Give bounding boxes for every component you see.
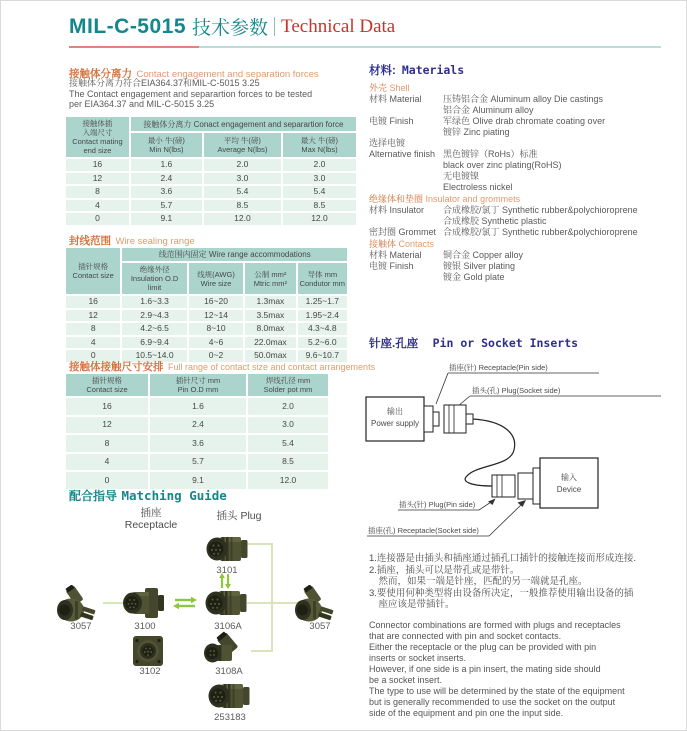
forces-description (69, 78, 312, 110)
connector-3108a-label: 3108A (215, 666, 243, 677)
power-supply-label-en: Power supply (370, 419, 420, 428)
table-row (66, 173, 356, 185)
contacts-finish-row (369, 261, 669, 283)
table-cell: 2.0 (248, 398, 328, 415)
shell-group-title (369, 83, 669, 94)
sealing-group-header: 线范围内固定 Wire range accommodations (122, 248, 347, 261)
connector-3057-left-label: 3057 (70, 621, 92, 632)
table-cell: 3.0 (248, 417, 328, 434)
diagram-label-plug-socket: 插头(孔) Plug(Socket side) (472, 386, 561, 395)
connector-3057-right-label: 3057 (309, 621, 331, 632)
receptacle-label-en: Receptacle (124, 519, 178, 531)
table-cell: 5.7 (150, 454, 246, 471)
arrangements-col-solder (248, 374, 328, 396)
table-cell: 10.5~14.0 (122, 350, 186, 362)
insulator-material-values (443, 205, 669, 227)
table-cell: 2.0 (283, 159, 356, 171)
inserts-heading-zh: 针座.孔座 (369, 338, 419, 350)
table-cell: 3.0 (204, 173, 281, 185)
guide-line-vertical (271, 543, 273, 652)
text-line: 平均 牛(磅) (223, 136, 261, 146)
guide-line (251, 650, 273, 652)
matching-heading-zh: 配合指导 (69, 489, 118, 503)
table-row (66, 398, 328, 415)
shell-altfinish-row (369, 149, 669, 193)
shell-finish-label: 电镀 Finish (369, 116, 414, 126)
table-cell: 4~6 (189, 337, 243, 349)
text-line: Either the receptacle or the plug can be provided with pin (369, 642, 597, 652)
sealing-col-metric (245, 263, 295, 294)
table-cell: 12.0 (248, 472, 328, 489)
device-box (540, 458, 598, 508)
inserts-section-heading (369, 334, 578, 352)
contacts-title-zh: 接触体 (369, 239, 397, 249)
text-line: 插针规格 (78, 262, 109, 271)
insulator-title-zh: 绝缘体和垫圈 (369, 194, 424, 204)
table-cell: 1.6 (131, 159, 202, 171)
text-line: 公制 mm² (254, 269, 287, 279)
table-cell: 16~20 (189, 296, 243, 308)
sealing-col1-header (66, 248, 120, 294)
text-line: Condutor mm (299, 278, 345, 288)
insulator-material-row (369, 205, 669, 227)
insulator-group-title (369, 194, 669, 205)
text-line: 接触体插 (82, 119, 113, 128)
connector-3106a-label: 3106A (214, 621, 242, 632)
title-model: MIL-C-5015 (69, 14, 187, 38)
table-cell: 1.3max (245, 296, 295, 308)
matching-section-heading (69, 487, 227, 505)
shell-material-label: 材料 Material (369, 94, 422, 104)
table-row (66, 186, 356, 198)
table-cell: 0~2 (189, 350, 243, 362)
materials-heading-zh: 材料: (369, 65, 396, 77)
materials-heading (369, 65, 669, 77)
table-row (66, 417, 328, 434)
title-en: Technical Data (281, 15, 396, 37)
text-line: Insulation O.D limit (130, 274, 179, 292)
text-line: 接触体分离力符合EIA364.37和MIL-C-5015 3.25 (69, 78, 260, 88)
receptacle-column-label (106, 507, 196, 531)
table-cell: 4.3~4.8 (298, 323, 347, 335)
text-line: but is generally recommended to use the socket on the output (369, 697, 616, 707)
table-cell: 5.4 (204, 186, 281, 198)
sealing-col-conductor (298, 263, 347, 294)
table-cell: 12.0 (283, 213, 356, 225)
contacts-material-label: 材料 Material (369, 250, 422, 260)
table-cell: 16 (66, 159, 129, 171)
connector-3101-icon (205, 532, 249, 566)
table-cell: 4 (66, 337, 120, 349)
sealing-col-awg (189, 263, 243, 294)
table-cell: 8.5 (248, 454, 328, 471)
text-line: 然而，如果一端是针座，匹配的另一端就是孔座。 (369, 576, 588, 587)
power-supply-label-zh: 输出 (387, 407, 403, 416)
plug-column-label: 插头 Plug (216, 510, 262, 522)
guide-line (247, 543, 273, 545)
table-cell: 22.0max (245, 337, 295, 349)
arrangements-table (64, 372, 330, 491)
insulator-material-label: 材料 Insulator (369, 205, 425, 215)
text-line: per EIA364.37 and MIL-C-5015 3.25 (69, 99, 215, 109)
guide-line (247, 602, 299, 604)
connector-3100-label: 3100 (134, 621, 156, 632)
table-cell: 8~10 (189, 323, 243, 335)
table-row (66, 435, 328, 452)
device-label-en: Device (556, 485, 582, 494)
contacts-finish-label: 电镀 Finish (369, 261, 414, 271)
connector-3057-right-icon (293, 585, 341, 623)
forces-heading-en: Contact engagement and separation forces (136, 69, 319, 80)
sealing-heading-zh: 封线范围 (69, 235, 111, 247)
text-line: black over zinc plating(RoHS) (443, 160, 562, 170)
table-row (66, 213, 356, 225)
text-line: 导体 mm (307, 269, 338, 279)
sealing-table (64, 246, 349, 364)
forces-heading-zh: 接触体分离力 (69, 68, 132, 80)
text-line: end size (83, 146, 112, 155)
table-cell: 8 (66, 435, 148, 452)
shell-finish-values (443, 116, 669, 138)
text-line: Wire size (200, 278, 232, 288)
text-line: 黑色镀锌（RoHs）标准 (443, 149, 538, 159)
grommet-row (369, 227, 669, 238)
forces-col-max (283, 133, 356, 157)
table-cell: 12 (66, 417, 148, 434)
pin-socket-diagram (364, 354, 666, 552)
text-line: Contact size (86, 385, 128, 394)
sealing-table-body (66, 296, 347, 362)
table-cell: 8 (66, 186, 129, 198)
table-cell: 4 (66, 200, 129, 212)
arrangements-heading-en: Full range of contact size and contact arrangements (167, 362, 376, 372)
arrangements-heading-zh: 接触体接触尺寸安排 (69, 361, 164, 373)
diagram-label-receptacle-pin: 插座(针) Receptacle(Pin side) (449, 363, 548, 372)
text-line: 镀锌 Zinc piating (443, 127, 510, 137)
text-line: Electroless nickel (443, 182, 513, 192)
table-cell: 8.5 (283, 200, 356, 212)
text-line: 合成橡胶/氯丁 Synthetic rubber&polychioroprene (443, 227, 638, 237)
table-cell: 1.95~2.4 (298, 310, 347, 322)
inserts-heading-en: Pin or Socket Inserts (432, 336, 579, 350)
horizontal-double-arrow-icon (173, 596, 197, 610)
table-cell: 12.0 (204, 213, 281, 225)
text-line: 无电镀镍 (443, 171, 480, 181)
diagram-label-plug-pin: 插头(针) Plug(Pin side) (399, 500, 476, 509)
text-line: Contact mating (72, 137, 123, 146)
table-cell: 2.0 (204, 159, 281, 171)
text-line: 入端尺寸 (82, 128, 113, 137)
table-cell: 3.6 (150, 435, 246, 452)
text-line: 镀银 Silver plating (443, 261, 516, 271)
connector-3108a-icon (201, 631, 249, 667)
materials-section (369, 65, 669, 283)
table-cell: 4.2~6.5 (122, 323, 186, 335)
table-cell: 50.0max (245, 350, 295, 362)
table-cell: 6.9~9.4 (122, 337, 186, 349)
text-line: 焊线孔径 mm (265, 376, 311, 385)
text-line: 压铸铝合金 Aluminum alloy Die castings (443, 94, 604, 104)
table-cell: 5.2~6.0 (298, 337, 347, 349)
text-line: 线规(AWG) (197, 269, 235, 279)
table-cell: 1.6 (150, 398, 246, 415)
table-row (66, 310, 347, 322)
table-cell: 16 (66, 398, 148, 415)
matching-heading-en: Matching Guide (121, 488, 227, 503)
notes-chinese (369, 553, 636, 611)
table-cell: 8.5 (204, 200, 281, 212)
notes-english (369, 620, 625, 719)
table-cell: 2.4 (150, 417, 246, 434)
table-row (66, 200, 356, 212)
text-line: 绝缘外径 (139, 265, 170, 274)
text-line: 铜合金 Copper alloy (443, 250, 524, 260)
text-line: 镀金 Gold plate (443, 272, 505, 282)
table-cell: 12 (66, 173, 129, 185)
connector-253183-label: 253183 (214, 712, 246, 723)
text-line: However, if one side is a pin insert, the mating side should (369, 664, 601, 674)
table-row (66, 159, 356, 171)
connector-3100-icon (121, 586, 167, 620)
table-cell: 5.7 (131, 200, 202, 212)
text-line: inserts or socket inserts. (369, 653, 467, 663)
table-row (66, 296, 347, 308)
insulator-title-en: Insulator and grommets (425, 194, 521, 204)
connector-3106a-icon (204, 586, 248, 620)
text-line: 座应该是带插针。 (369, 599, 455, 610)
text-line: 最大 牛(磅) (300, 136, 339, 146)
text-line: Max N(lbs) (301, 145, 338, 155)
table-cell: 9.1 (131, 213, 202, 225)
text-line: Contact size (72, 271, 114, 280)
text-line: 1.连接器是由插头和插座通过插孔口插针的接触连接而形成连接. (369, 553, 637, 564)
page-title (69, 13, 395, 40)
arrangements-col-size (66, 374, 148, 396)
shell-material-values (443, 94, 669, 116)
text-line: that are connected with pin and socket contacts. (369, 631, 562, 641)
text-line: 插针尺寸 mm (175, 376, 221, 385)
contacts-material-values (443, 250, 669, 261)
table-row (66, 337, 347, 349)
connector-253183-icon (207, 679, 251, 713)
table-cell: 2.9~4.3 (122, 310, 186, 322)
forces-group-header: 接触体分离力 Conact engagement and separartion force (131, 117, 356, 131)
table-cell: 0 (66, 350, 120, 362)
table-cell: 9.1 (150, 472, 246, 489)
receptacle-label-zh: 插座 (140, 507, 162, 519)
text-line: 军绿色 Olive drab chromate coating over (443, 116, 606, 126)
text-line: Solder pot mm (263, 385, 313, 394)
guide-line (103, 602, 123, 604)
text-line: 铝合金 Aluminum alloy (443, 105, 534, 115)
connector-3101-label: 3101 (216, 565, 238, 576)
title-zh: 技术参数 (192, 18, 269, 39)
shell-finish-row (369, 116, 669, 138)
table-cell: 5.4 (248, 435, 328, 452)
materials-heading-en: Materials (401, 63, 465, 77)
text-line: The type to use will be determined by the state of the equipment (369, 686, 625, 696)
table-cell: 2.4 (131, 173, 202, 185)
text-line: Pin O.D mm (177, 385, 219, 394)
forces-col-min (131, 133, 202, 157)
text-line: 3.要使用何种类型将由设备所决定，一般推荐使用输出设备的插 (369, 587, 634, 599)
text-line: 合成橡胶 Synthetic plastic (443, 216, 547, 226)
grommet-label: 密封圈 Grommet (369, 227, 437, 237)
table-row (66, 323, 347, 335)
shell-altfinish-values (443, 149, 669, 193)
shell-title-zh: 外壳 (369, 83, 388, 93)
grommet-values (443, 227, 669, 238)
title-divider (274, 17, 275, 36)
device-label-zh: 输入 (561, 473, 577, 482)
arrangements-col-pinod (150, 374, 246, 396)
table-cell: 4 (66, 454, 148, 471)
text-line: 合成橡胶/氯丁 Synthetic rubber&polychioroprene (443, 205, 638, 215)
text-line: Min N(lbs) (149, 145, 184, 155)
text-line: side of the equipment and pin one the input side. (369, 708, 564, 718)
table-cell: 8 (66, 323, 120, 335)
table-cell: 12~14 (189, 310, 243, 322)
table-cell: 3.0 (283, 173, 356, 185)
contacts-group-title (369, 239, 669, 250)
table-cell: 9.6~10.7 (298, 350, 347, 362)
shell-title-en: Shell (389, 83, 410, 93)
text-line: Average N(lbs) (217, 145, 268, 155)
sealing-heading-en: Wire sealing range (115, 236, 195, 247)
contacts-title-en: Contacts (398, 239, 435, 249)
table-cell: 3.5max (245, 310, 295, 322)
table-cell: 0 (66, 213, 129, 225)
forces-col-avg (204, 133, 281, 157)
text-line: Mtric mm² (253, 278, 288, 288)
shell-material-row (369, 94, 669, 116)
connector-3102-icon (126, 633, 170, 669)
forces-table (64, 115, 358, 227)
forces-col1-header (66, 117, 129, 157)
table-cell: 1.25~1.7 (298, 296, 347, 308)
table-cell: 5.4 (283, 186, 356, 198)
contacts-material-row (369, 250, 669, 261)
contacts-finish-values (443, 261, 669, 283)
text-line: The Contact engagement and separartion forces to be tested (69, 88, 313, 99)
text-line: 插针规格 (92, 376, 122, 385)
table-cell: 16 (66, 296, 120, 308)
text-line: be a socket insert. (369, 675, 443, 685)
table-cell: 1.6~3.3 (122, 296, 186, 308)
sealing-col-od (122, 263, 186, 294)
forces-table-body (66, 159, 356, 225)
table-cell: 12 (66, 310, 120, 322)
table-cell: 0 (66, 472, 148, 489)
connector-3102-label: 3102 (139, 666, 161, 677)
table-cell: 8.0max (245, 323, 295, 335)
text-line: 2.插座，插头可以是带孔或是带针。 (369, 564, 520, 576)
text-line: Connector combinations are formed with plugs and receptacles (369, 620, 621, 630)
shell-altfinish-label-zh: 选择电镀 (369, 138, 406, 148)
shell-altfinish-zh-row (369, 138, 669, 149)
title-underline-accent (69, 46, 199, 48)
text-line: 最小 牛(磅) (147, 136, 185, 146)
arrangements-table-body (66, 398, 328, 489)
shell-altfinish-label-en: Alternative finish (369, 149, 436, 159)
table-cell: 3.6 (131, 186, 202, 198)
diagram-label-receptacle-socket: 插座(孔) Receptacle(Socket side) (368, 526, 479, 535)
connector-3057-left-icon (55, 585, 103, 623)
table-row (66, 454, 328, 471)
